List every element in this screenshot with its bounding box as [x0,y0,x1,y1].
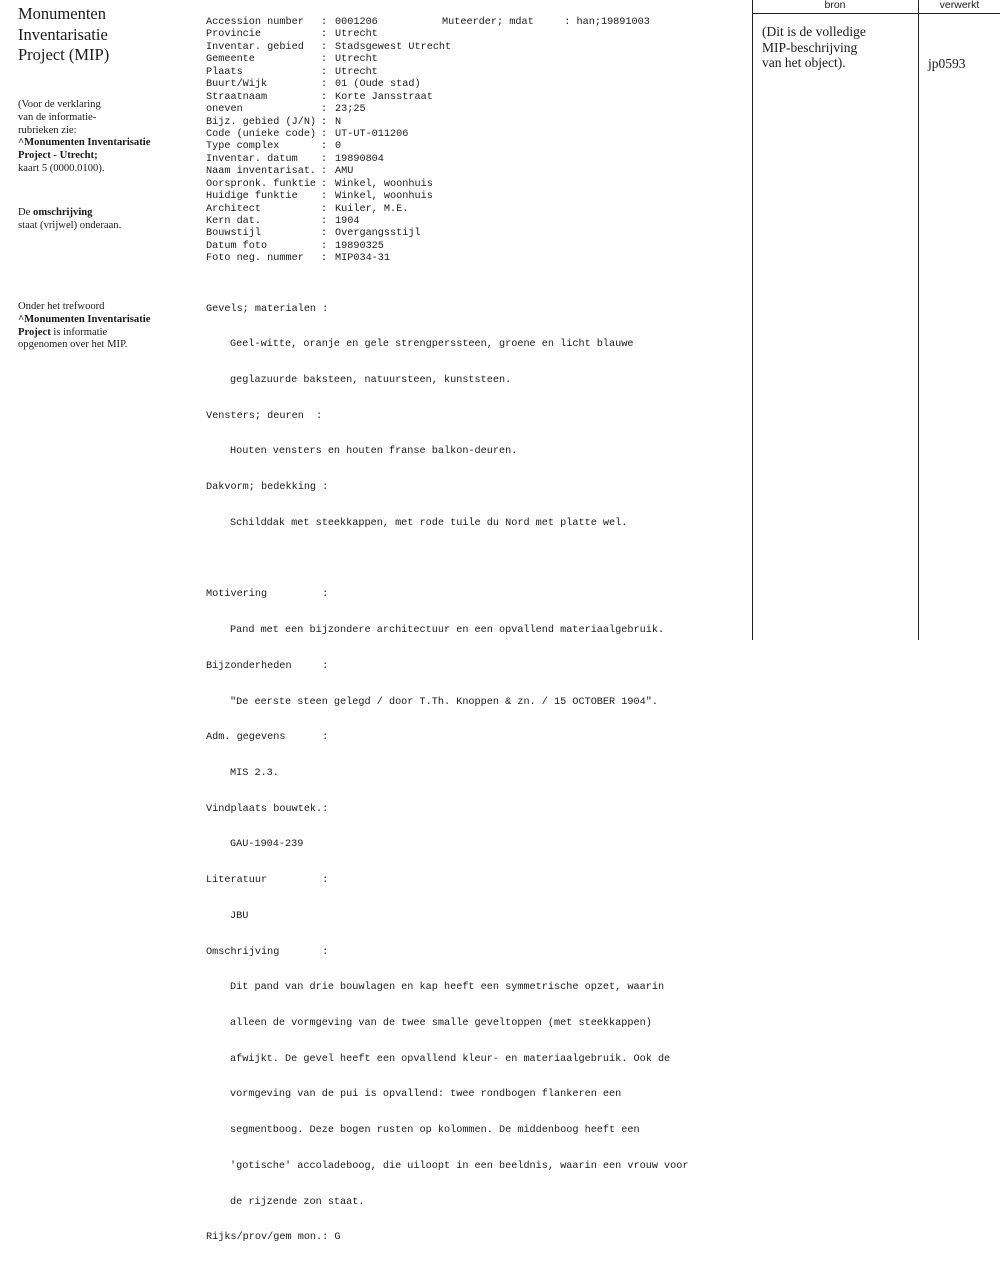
section-heading: Motivering : [206,589,329,601]
note-line: rubrieken zie: [18,124,77,136]
field-row: Foto neg. nummer : MIP034-31 [206,253,391,265]
section-text: geglazuurde baksteen, natuursteen, kunststeen. [230,375,512,386]
section-text: GAU-1904-239 [230,839,304,851]
title-line: Project (MIP) [18,45,110,64]
note-line: (Voor de verklaring [18,99,101,110]
field-value: Utrecht [335,29,378,41]
field-value: Winkel, woonhuis [335,178,433,190]
title-line: Inventarisatie [18,24,108,44]
record-fields [206,17,746,266]
section-text: Pand met een bijzondere architectuur en een opvallend materiaalgebruik. [230,625,665,637]
field-row: Inventar. gebied : Stadsgewest Utrecht [206,41,452,53]
omschrijving-line: segmentboog. Deze bogen rusten op kolommen. De middenboog heeft een [230,1125,640,1137]
field-value: 23;25 [335,104,366,116]
field-row: Kern dat. : 1904 [206,216,360,227]
field-label: Naam inventarisat. [206,166,317,178]
field-row: Provincie : Utrecht [206,29,378,41]
field-value: Stadsgewest Utrecht [335,41,452,53]
field-value: MIP034-31 [335,253,391,265]
field-value: Overgangsstijl [335,228,421,240]
field-label: Type complex [206,141,280,153]
field-row: Oorspronk. funktie : Winkel, woonhuis [206,178,433,190]
field-row: Gemeente : Utrecht [206,54,378,66]
field-label: Gemeente [206,54,255,66]
field-label: Bouwstijl [206,228,262,240]
field-value: 1904 [335,216,360,227]
field-value: Utrecht [335,66,378,78]
note-bold-line [18,137,188,150]
field-value: N [335,116,342,128]
section-heading: Adm. gegevens : [206,732,329,744]
field-label: Code (unieke code) [206,128,317,140]
note-bold-line [18,314,188,327]
field-row: Plaats : Utrecht [206,66,378,78]
section-text: Houten vensters en houten franse balkon-deuren. [230,446,518,458]
omschrijving-keyword: omschrijving [33,207,93,218]
field-row: Datum foto : 19890325 [206,240,384,252]
field-label: Buurt/Wijk [206,79,268,91]
bron-line: van het object). [762,55,846,70]
field-value: Utrecht [335,54,378,66]
note-line: kaart 5 (0000.0100). [18,162,105,174]
field-row: Inventar. datum : 19890804 [206,153,384,165]
bron-cell [762,24,922,71]
note-line: Onder het trefwoord [18,301,105,312]
field-label: Foto neg. nummer [206,253,304,265]
note-explanation [18,99,188,176]
note-description [18,207,188,233]
field-label: Oorspronk. funktie [206,178,317,190]
bron-line: (Dit is de volledige [762,24,866,39]
monument-status: Rijks/prov/gem mon.: G [206,1232,341,1244]
field-value: Winkel, woonhuis [335,191,433,203]
field-row: Huidige funktie : Winkel, woonhuis [206,191,433,203]
muteerder-field: Muteerder; mdat : han;19891003 [442,17,650,28]
note-line: staat (vrijwel) onderaan. [18,219,122,231]
note-line: van de informatie- [18,111,97,123]
omschrijving-line: alleen de vormgeving van de twee smalle geveltoppen (met steekkappen) [230,1018,652,1030]
section-text: Geel-witte, oranje en gele strengperssteen, groene en licht blauwe [230,339,634,351]
field-row: Type complex : 0 [206,141,342,153]
section-heading: Omschrijving : [206,946,329,958]
omschrijving-line: afwijkt. De gevel heeft een opvallend kleur- en materiaalgebruik. Ook de [230,1053,671,1065]
table-border-left [752,0,753,640]
field-row: Architect : Kuiler, M.E. [206,203,409,215]
field-label: Provincie [206,29,262,41]
title-line: Monumenten [18,4,106,23]
note-bold-line [18,150,188,163]
field-row: Buurt/Wijk : 01 (Oude stad) [206,79,421,91]
section-heading: Gevels; materialen : [206,303,329,315]
field-value: 0 [335,141,342,153]
section-heading: Vensters; deuren : [206,410,323,422]
mip-reference-link[interactable]: ^Monumenten Inventarisatie [18,137,151,149]
mip-keyword-link[interactable]: ^Monumenten Inventarisatie [18,313,151,325]
table-header-rule [752,13,1000,14]
field-row: Straatnaam : Korte Jansstraat [206,91,433,103]
note-line: opgenomen over het MIP. [18,339,128,351]
section-heading: Dakvorm; bedekking : [206,482,329,494]
field-value: AMU [335,166,354,178]
field-label: Inventar. gebied [206,41,304,53]
mip-record [206,17,746,1268]
section-text: MIS 2.3. [230,768,279,779]
note-line: Project is informatie [18,326,108,338]
section-heading: Vindplaats bouwtek.: [206,803,329,815]
note-line: De omschrijving [18,207,93,218]
section-text: Schilddak met steekkappen, met rode tuile du Nord met platte wel. [230,517,628,529]
field-row: oneven : 23;25 [206,104,366,116]
section-text: "De eerste steen gelegd / door T.Th. Knoppen & zn. / 15 OCTOBER 1904". [230,696,658,708]
field-value: Kuiler, M.E. [335,203,409,215]
field-label: Kern dat. [206,216,262,227]
field-row: Code (unieke code) : UT-UT-011206 [206,128,409,140]
field-value: 01 (Oude stad) [335,79,421,91]
field-label: Inventar. datum [206,153,298,165]
field-value: UT-UT-011206 [335,128,409,140]
verwerkt-cell: jp0593 [928,56,966,71]
field-value: 19890804 [335,153,384,165]
table-column-divider [918,0,919,640]
field-label: oneven [206,104,243,116]
omschrijving-line: 'gotische' accoladeboog, die uiloopt in een beeldnis, waarin een vrouw voor [230,1160,689,1172]
field-label: Plaats [206,66,243,78]
field-row: Bouwstijl : Overgangsstijl [206,228,421,240]
column-header-verwerkt: verwerkt [939,0,980,11]
field-label: Huidige funktie [206,191,298,203]
field-label: Architect [206,203,262,215]
mip-reference-link-cont[interactable]: Project - Utrecht; [18,150,98,162]
note-keyword [18,301,188,352]
section-heading: Bijzonderheden : [206,660,329,672]
field-label: Bijz. gebied (J/N) [206,116,317,128]
collection-title [18,4,178,66]
omschrijving-line: de rijzende zon staat. [230,1196,365,1208]
bron-line: MIP-beschrijving [762,39,858,55]
section-gevels [206,280,746,554]
field-row: Bijz. gebied (J/N) : N [206,116,342,128]
field-value: 19890325 [335,240,384,252]
source-table [752,0,1000,649]
omschrijving-line: Dit pand van drie bouwlagen en kap heeft een symmetrische opzet, waarin [230,982,665,994]
field-label: Accession number [206,17,304,28]
section-heading: Literatuur : [206,875,329,887]
column-header-bron: bron [824,0,846,11]
field-row: Accession number : 0001206 [206,17,378,28]
field-value: 0001206 [335,17,378,28]
field-row: Naam inventarisat. : AMU [206,166,354,178]
field-label: Straatnaam [206,91,268,103]
mip-keyword-link-cont[interactable]: Project [18,326,51,338]
section-text: JBU [230,910,249,922]
omschrijving-line: vormgeving van de pui is opvallend: twee rondbogen flankeren een [230,1089,622,1101]
section-motivering [206,566,746,1268]
field-value: Korte Jansstraat [335,91,433,103]
field-label: Datum foto [206,240,268,252]
